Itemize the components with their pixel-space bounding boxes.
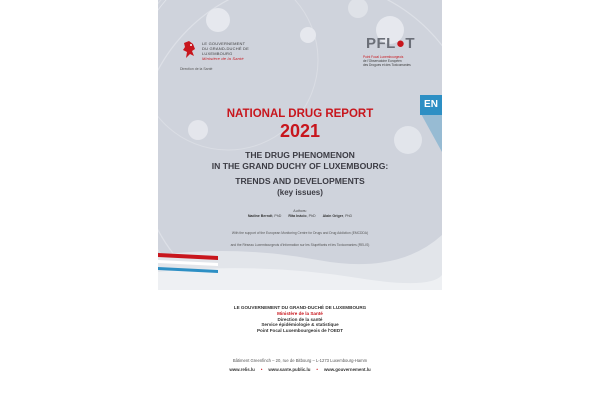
author-3: Alain Origer <box>322 214 344 218</box>
footer-government: LE GOUVERNEMENT DU GRAND-DUCHÉ DE LUXEMBOURG <box>233 305 367 310</box>
pflot-name-part1: PFL <box>366 35 396 52</box>
government-logo <box>180 40 290 80</box>
footer-address: Bâtiment Greenfinch – 20, rue de Bitbourg – L-1273 Luxembourg-Hamm <box>232 358 368 363</box>
separator-dot: • <box>316 367 318 372</box>
report-title: NATIONAL DRUG REPORT <box>226 108 374 120</box>
footer-links <box>158 367 442 372</box>
link-gouvernement[interactable]: www.gouvernement.lu <box>323 367 371 372</box>
subtitle-line-1: THE DRUG PHENOMENON <box>245 150 355 160</box>
footer-organisation <box>158 305 442 334</box>
author-1: Nadine Berndt <box>247 214 273 218</box>
authors-heading: Authors: <box>293 209 307 213</box>
author-1-degree: , PhD <box>272 214 282 218</box>
pflot-sub-3: des Drogues et des Toxicomanies <box>363 63 411 67</box>
lion-crest-icon <box>180 40 198 60</box>
pflot-sub-1: Point Focal Luxembourgeois <box>363 55 404 59</box>
gov-line-2: DU GRAND-DUCHÉ DE <box>202 46 249 51</box>
report-year: 2021 <box>279 121 321 141</box>
author-3-degree: , PhD <box>343 214 353 218</box>
gov-line-1: LE GOUVERNEMENT <box>202 41 246 46</box>
link-sante[interactable]: www.sante.public.lu <box>268 367 311 372</box>
pflot-sub-2: de l'Observatoire Européen <box>363 59 402 63</box>
author-2: Rita Inácio <box>288 214 307 218</box>
gov-line-3: LUXEMBOURG <box>202 51 233 56</box>
subtitle-line-2: IN THE GRAND DUCHY OF LUXEMBOURG: <box>211 161 389 171</box>
support-line-2: and the Réseau Luxembourgeois d'Information sur les Stupéfiants et les Toxicomanies (RELIS) <box>230 243 370 247</box>
footer-focal-point: Point Focal Luxembourgeois de l'OEDT <box>256 328 344 334</box>
cover-top-panel <box>158 0 442 290</box>
government-name <box>202 41 249 61</box>
footer-direction: Direction de la santé <box>277 316 323 322</box>
direction-label: Direction de la Santé <box>180 67 213 71</box>
language-badge: EN <box>420 95 442 115</box>
author-2-degree: , PhD <box>306 214 316 218</box>
pflot-name-part3: T <box>405 35 416 52</box>
footer-service: Service épidémiologie & statistique <box>261 322 339 328</box>
link-relis[interactable]: www.relis.lu <box>229 367 255 372</box>
pflot-dot: ● <box>395 35 406 52</box>
subtitle-line-3: TRENDS AND DEVELOPMENTS <box>235 176 365 186</box>
report-cover <box>158 0 442 400</box>
footer-ministry: Ministère de la Santé <box>277 310 323 316</box>
subtitle-line-4: (key issues) <box>277 188 323 197</box>
authors-list <box>158 214 442 218</box>
pflot-subtitle <box>363 55 433 67</box>
support-line-1: With the support of the European Monitoring Centre for Drugs and Drug Addiction (EMCDDA) <box>231 231 369 235</box>
pflot-logo <box>366 35 415 52</box>
ministry-name: Ministère de la Santé <box>202 56 244 61</box>
separator-dot: • <box>260 367 263 372</box>
